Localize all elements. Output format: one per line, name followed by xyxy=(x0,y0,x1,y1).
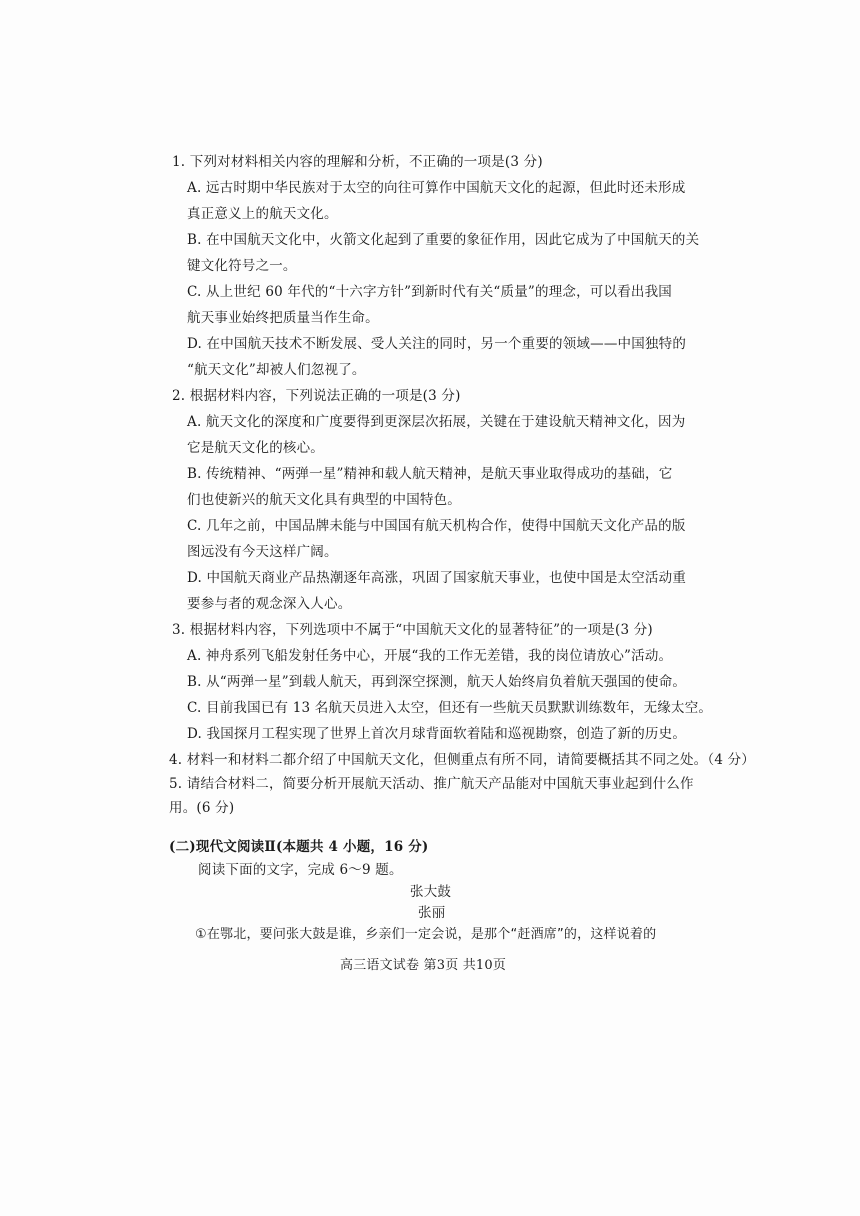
q3-option-a: A. 神舟系列飞船发射任务中心，开展“我的工作无差错，我的岗位请放心”活动。 xyxy=(187,648,673,664)
q3-option-d: D. 我国探月工程实现了世界上首次月球背面软着陆和巡视勘察，创造了新的历史。 xyxy=(187,726,687,742)
q2-option-c-line2: 图远没有今天这样广阔。 xyxy=(187,544,338,560)
reading-instruction: 阅读下面的文字，完成 6～9 题。 xyxy=(198,862,403,878)
question-5-line2: 用。(6 分) xyxy=(169,800,235,816)
page-footer: 高三语文试卷 第3页 共10页 xyxy=(340,958,507,973)
q1-option-c-line1: C. 从上世纪 60 年代的“十六字方针”到新时代有关“质量”的理念，可以看出我国 xyxy=(187,284,672,300)
question-3-stem: 3. 根据材料内容，下列选项中不属于“中国航天文化的显著特征”的一项是(3 分) xyxy=(172,622,653,638)
q1-option-b-line2: 键文化符号之一。 xyxy=(187,258,297,274)
question-5-line1: 5. 请结合材料二，简要分析开展航天活动、推广航天产品能对中国航天事业起到什么作 xyxy=(169,776,694,792)
q1-option-a-line1: A. 远古时期中华民族对于太空的向往可算作中国航天文化的起源，但此时还未形成 xyxy=(187,180,686,196)
q1-option-c-line2: 航天事业始终把质量当作生命。 xyxy=(187,310,379,326)
question-1-stem: 1. 下列对材料相关内容的理解和分析，不正确的一项是(3 分) xyxy=(172,154,543,170)
article-paragraph-1: ①在鄂北，要问张大鼓是谁，乡亲们一定会说，是那个“赶酒席”的，这样说着的 xyxy=(195,927,657,942)
q2-option-a-line2: 它是航天文化的核心。 xyxy=(187,440,324,456)
q2-option-b-line1: B. 传统精神、“两弹一星”精神和载人航天精神，是航天事业取得成功的基础，它 xyxy=(187,466,673,482)
article-author: 张丽 xyxy=(418,905,446,921)
q1-option-a-line2: 真正意义上的航天文化。 xyxy=(187,206,338,222)
section-heading: (二)现代文阅读Ⅱ(本题共 4 小题，16 分) xyxy=(169,839,429,855)
q2-option-d-line1: D. 中国航天商业产品热潮逐年高涨，巩固了国家航天事业，也使中国是太空活动重 xyxy=(187,570,687,586)
q2-option-b-line2: 们也使新兴的航天文化具有典型的中国特色。 xyxy=(187,492,461,508)
q3-option-b: B. 从“两弹一星”到载人航天，再到深空探测，航天人始终肩负着航天强国的使命。 xyxy=(187,674,687,690)
q3-option-c: C. 目前我国已有 13 名航天员进入太空，但还有一些航天员默默训练数年，无缘太空。 xyxy=(187,700,713,716)
question-4: 4. 材料一和材料二都介绍了中国航天文化，但侧重点有所不同，请简要概括其不同之处。（4 分） xyxy=(169,752,756,768)
q2-option-c-line1: C. 几年之前，中国品牌未能与中国国有航天机构合作，使得中国航天文化产品的版 xyxy=(187,518,686,534)
article-title: 张大鼓 xyxy=(410,884,452,900)
q2-option-d-line2: 要参与者的观念深入人心。 xyxy=(187,596,352,612)
q2-option-a-line1: A. 航天文化的深度和广度要得到更深层次拓展，关键在于建设航天精神文化，因为 xyxy=(187,414,686,430)
q1-option-d-line2: “航天文化”却被人们忽视了。 xyxy=(187,362,366,378)
q1-option-b-line1: B. 在中国航天文化中，火箭文化起到了重要的象征作用，因此它成为了中国航天的关 xyxy=(187,232,700,248)
q1-option-d-line1: D. 在中国航天技术不断发展、受人关注的同时，另一个重要的领域——中国独特的 xyxy=(187,336,687,352)
question-2-stem: 2. 根据材料内容，下列说法正确的一项是(3 分) xyxy=(172,388,461,404)
